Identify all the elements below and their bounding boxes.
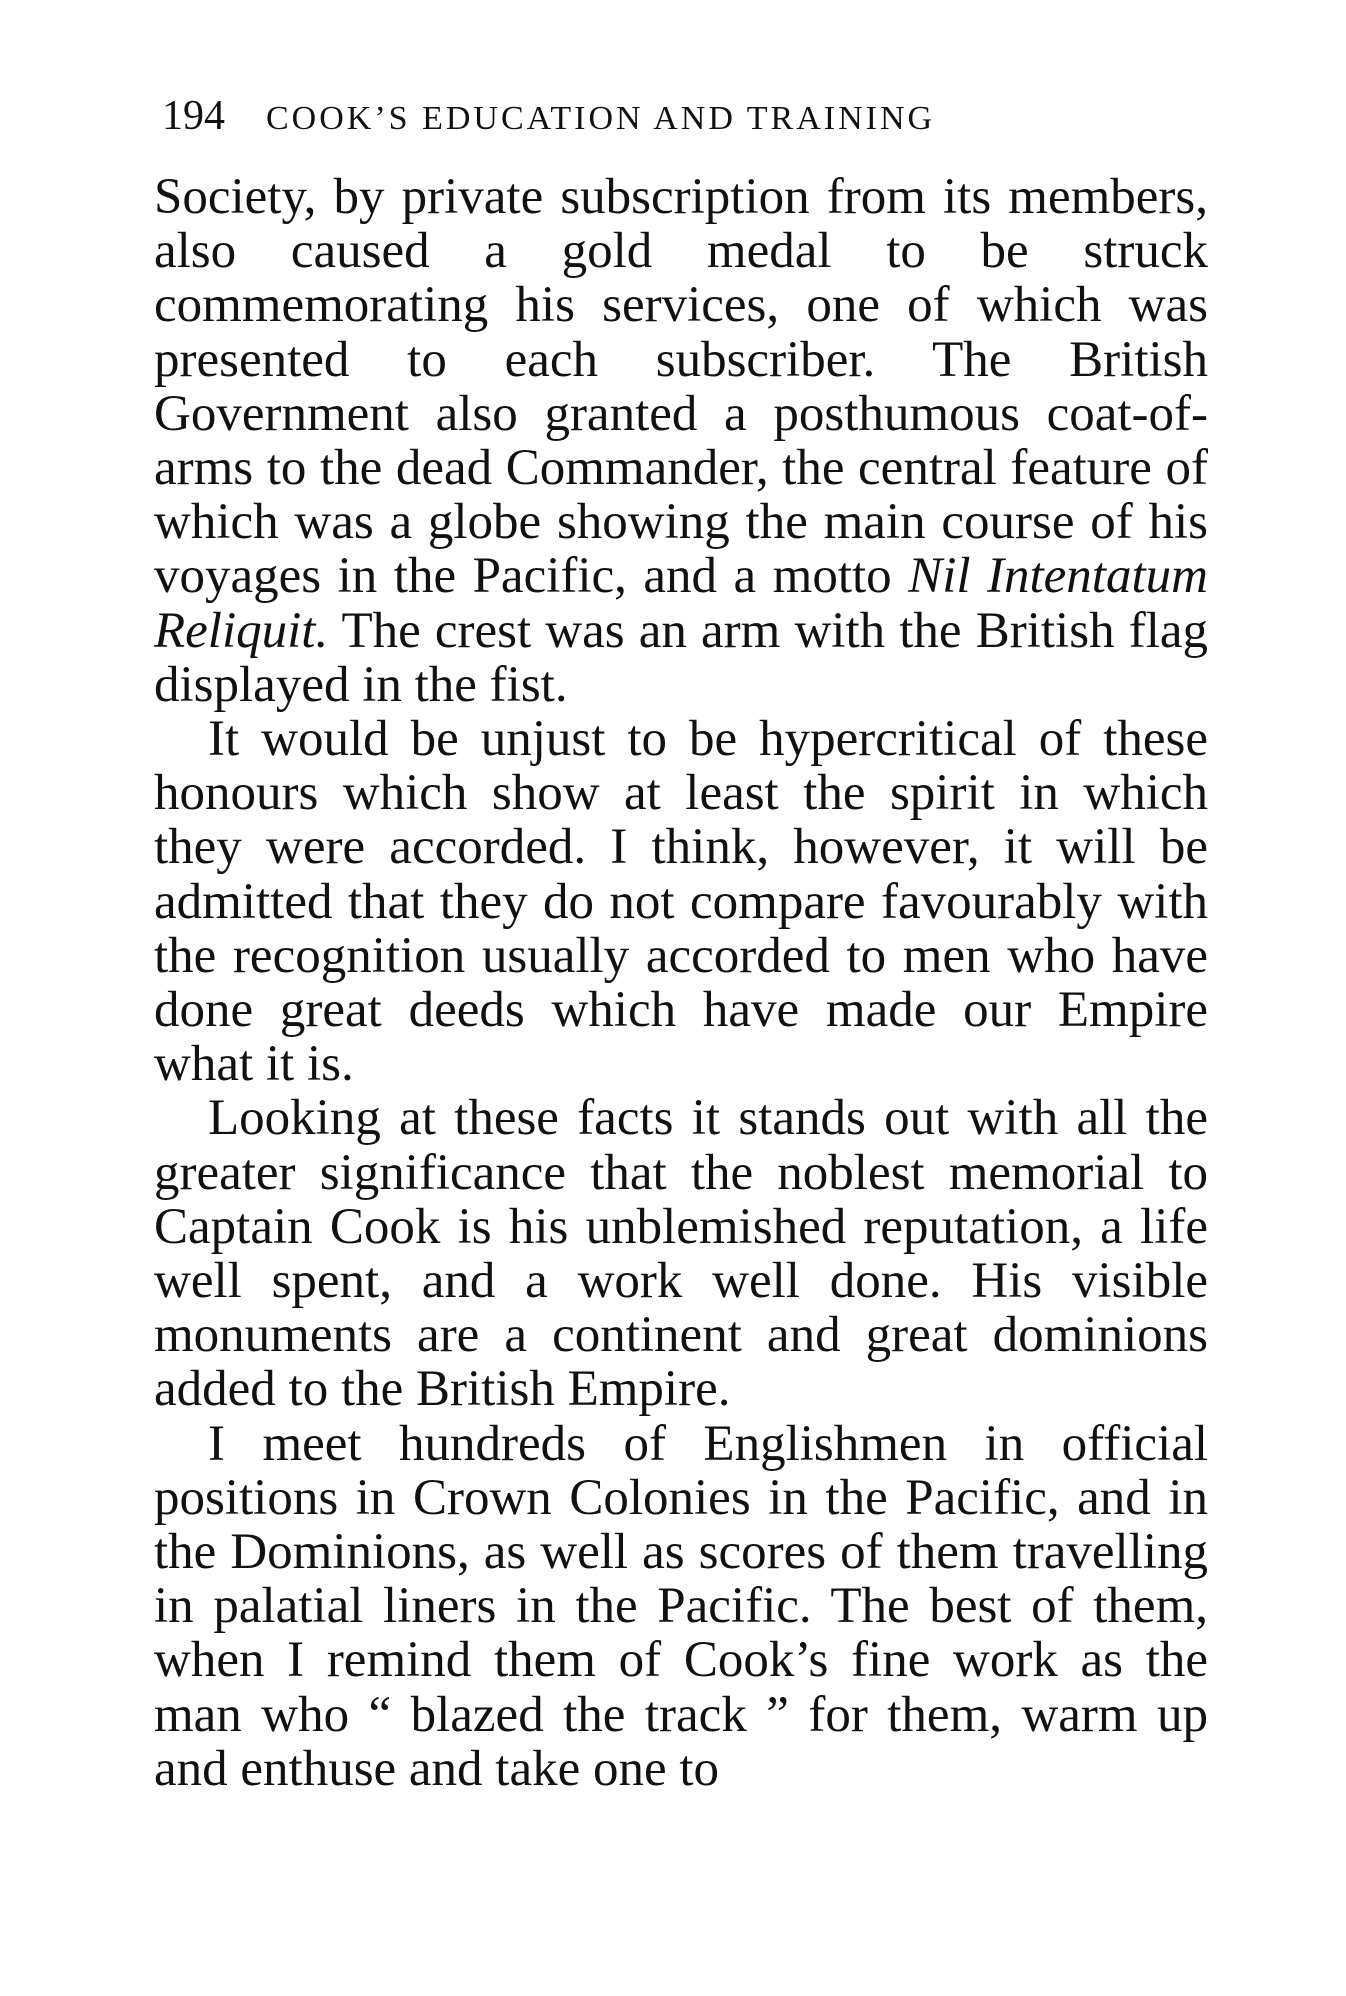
- paragraph: I meet hundreds of Englishmen in official positions in Crown Colonies in the Pacific, and in the Dominions, as well as scores of them travelling in palatial liners in the Pacific. The best of them, when I remind them of Cook’s fine work as the man who “ blazed the track ” for them, warm up and enthuse and take one to: [154, 1415, 1208, 1797]
- paragraph: [154, 170, 1208, 712]
- page-number: 194: [162, 93, 225, 139]
- paragraph-text: The crest was an arm with the British flag displayed in the fist.: [154, 602, 1208, 713]
- running-title: COOK’S EDUCATION AND TRAINING: [266, 100, 936, 137]
- paragraph: Looking at these facts it stands out with all the greater significance that the noblest memorial to Captain Cook is his unblemished reputation, a life well spent, and a work well done. His visible monuments are a continent and great dominions added to the British Empire.: [154, 1090, 1208, 1418]
- body-text: [154, 170, 1208, 1796]
- paragraph: It would be unjust to be hypercritical of these honours which show at least the spirit in which they were accorded. I think, however, it will be admitted that they do not compare favourably with the recognition usually accorded to men who have done great deeds which have made our Empire what it is.: [154, 711, 1208, 1093]
- latin-motto: Nil Intentatum Reliquit.: [154, 548, 1208, 659]
- paragraph-text: Society, by private subscription from its members, also caused a gold medal to be struck commemorating his services, one of which was presented to each subscriber. The British Government also granted a posthumous coat-of-arms to the dead Commander, the central feature of which was a globe showing the main course of his voyages in the Pacific, and a motto: [154, 169, 1208, 605]
- running-head: [162, 86, 1202, 146]
